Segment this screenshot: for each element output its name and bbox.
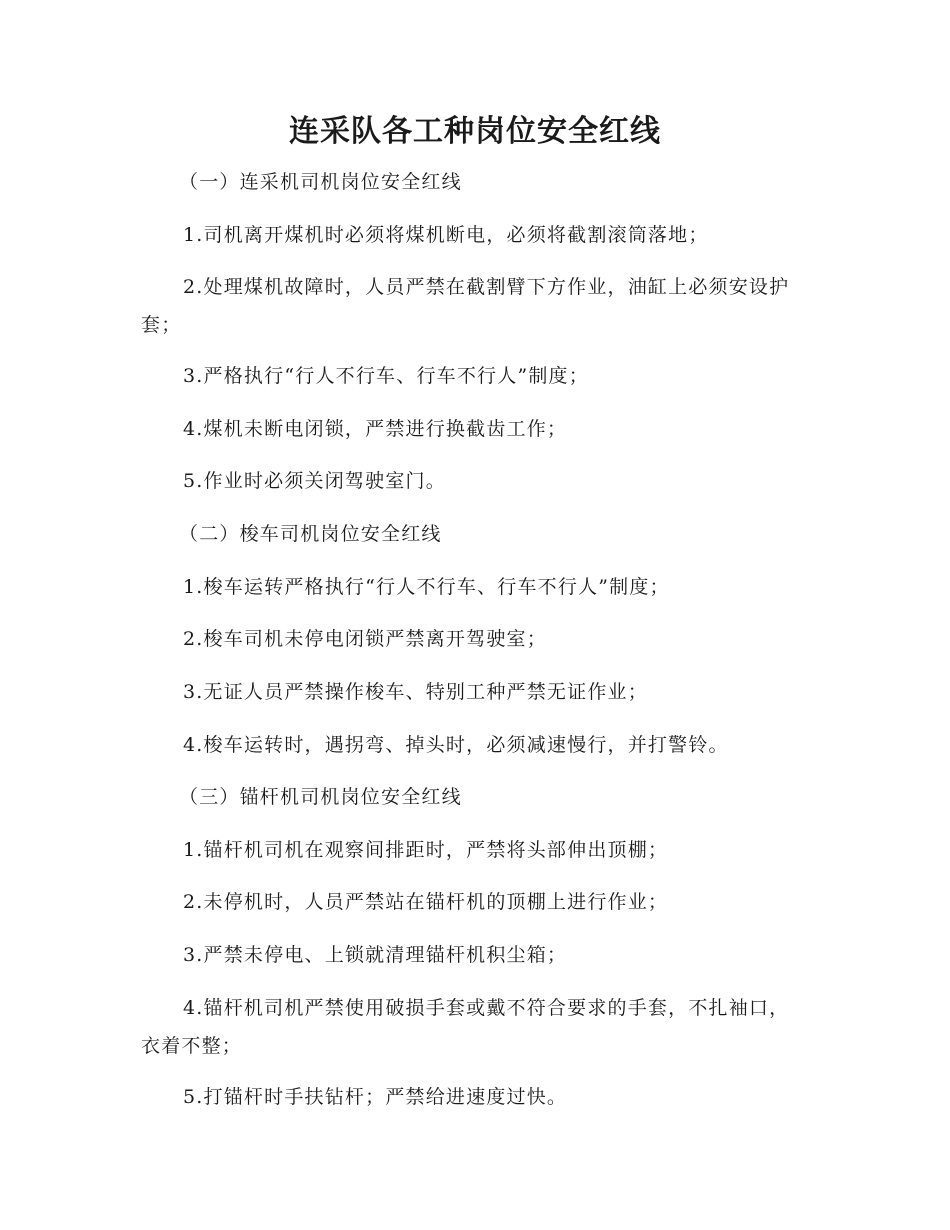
section-heading-2: （二）梭车司机岗位安全红线	[179, 523, 442, 545]
list-item: 4.梭车运转时，遇拐弯、掉头时，必须减速慢行，并打警铃。	[183, 734, 729, 756]
list-item: 5.打锚杆时手扶钻杆；严禁给进速度过快。	[183, 1086, 568, 1108]
list-item: 5.作业时必须关闭驾驶室门。	[183, 470, 446, 492]
section-heading-1: （一）连采机司机岗位安全红线	[179, 171, 462, 193]
list-item: 4.煤机未断电闭锁，严禁进行换截齿工作；	[183, 418, 568, 440]
list-item: 3.无证人员严禁操作梭车、特别工种严禁无证作业；	[183, 681, 648, 703]
section-heading-3: （三）锚杆机司机岗位安全红线	[179, 786, 462, 808]
list-item: 1.司机离开煤机时必须将煤机断电，必须将截割滚筒落地；	[183, 224, 709, 246]
list-item: 1.梭车运转严格执行“行人不行车、行车不行人”制度；	[183, 576, 670, 598]
list-item: 2.处理煤机故障时，人员严禁在截割臂下方作业，油缸上必须安设护套；	[141, 276, 790, 336]
list-item: 1.锚杆机司机在观察间排距时，严禁将头部伸出顶棚；	[183, 839, 669, 861]
list-item: 3.严禁未停电、上锁就清理锚杆机积尘箱；	[183, 944, 568, 966]
list-item: 2.梭车司机未停电闭锁严禁离开驾驶室；	[183, 628, 547, 650]
list-item: 3.严格执行“行人不行车、行车不行人”制度；	[183, 365, 589, 387]
document-title: 连采队各工种岗位安全红线	[289, 114, 661, 149]
list-item: 4.锚杆机司机严禁使用破损手套或戴不符合要求的手套，不扎袖口，衣着不整；	[141, 997, 790, 1057]
list-item: 2.未停机时，人员严禁站在锚杆机的顶棚上进行作业；	[183, 891, 669, 913]
